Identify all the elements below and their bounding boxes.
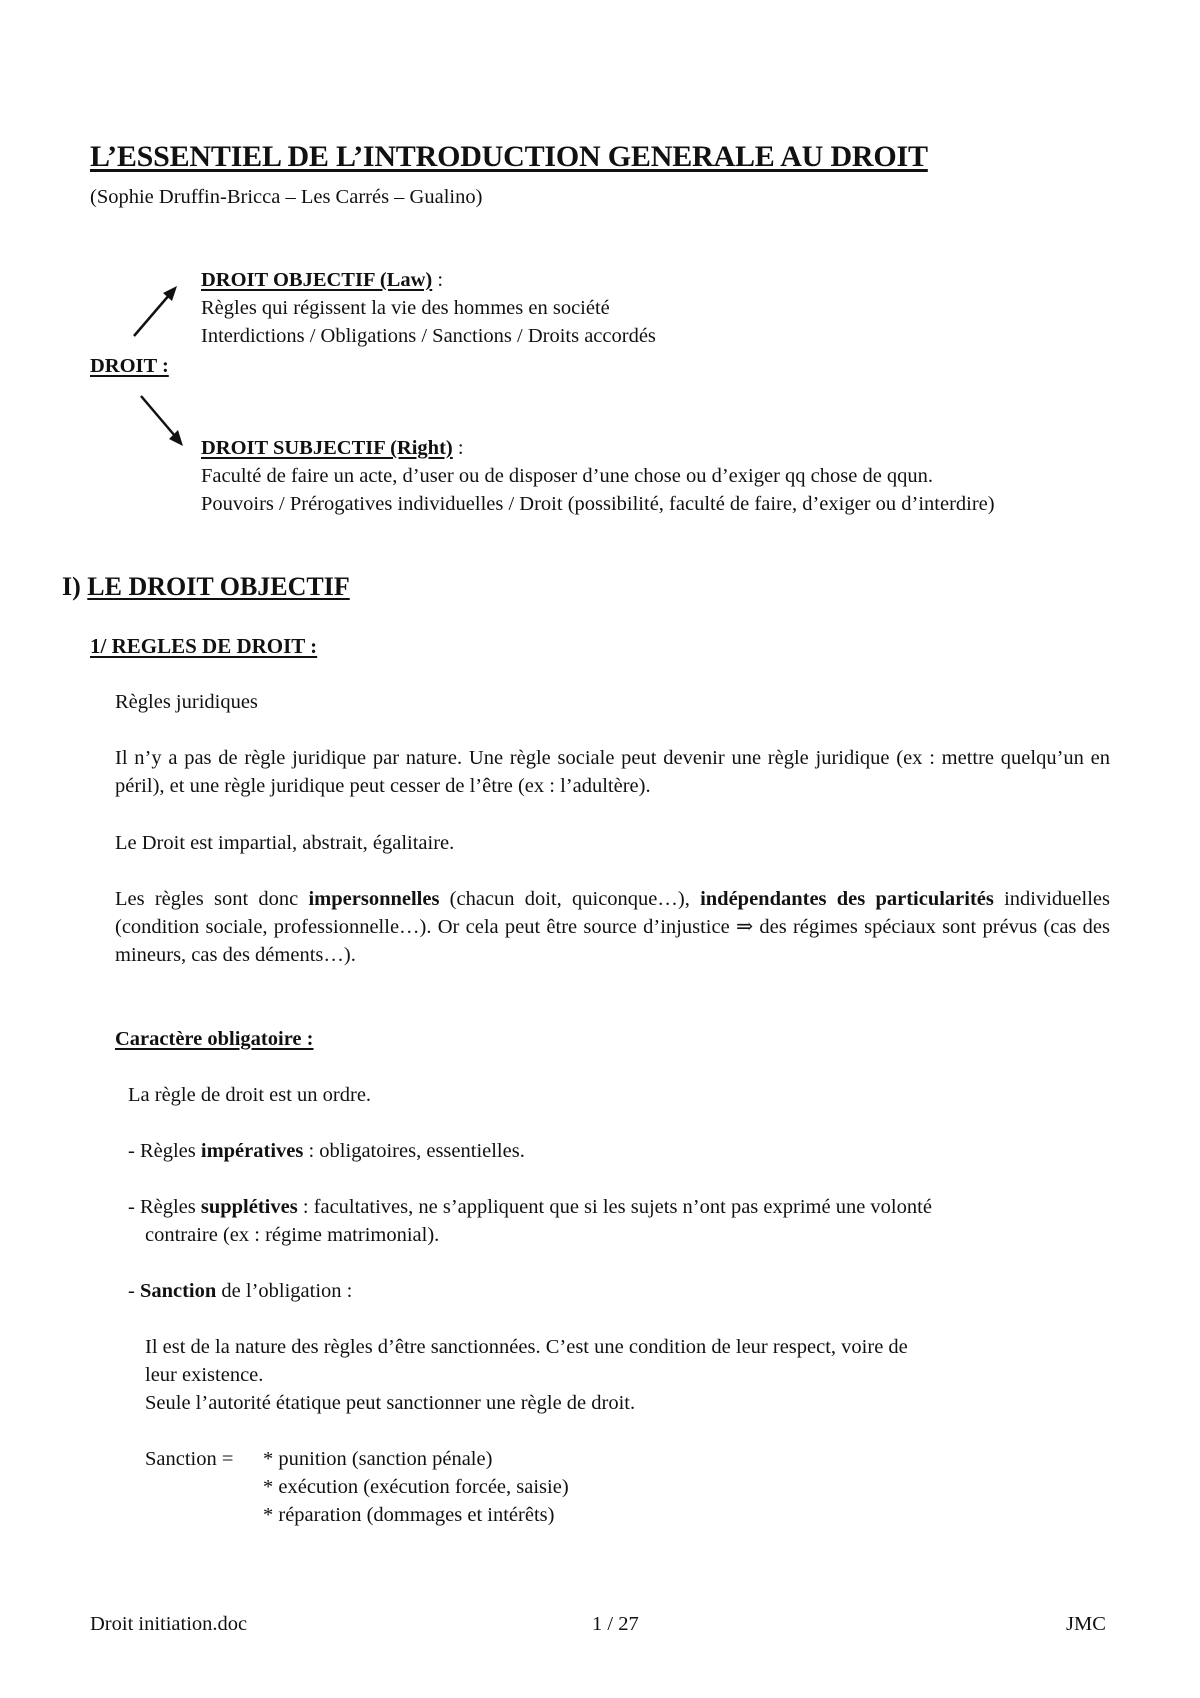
section-heading: I) LE DROIT OBJECTIF <box>62 572 350 601</box>
sanction-nature-line1: Il est de la nature des règles d’être sanctionnées. C’est une condition de leur respect, voire de <box>145 1336 908 1358</box>
droit-objectif-heading: DROIT OBJECTIF (Law) <box>201 269 433 291</box>
item-suppletives: - Règles supplétives : facultatives, ne s’appliquent que si les sujets n’ont pas exprimé une volonté <box>128 1196 932 1218</box>
droit-objectif-heading-line: DROIT OBJECTIF (Law) : <box>201 269 444 291</box>
document-subtitle: (Sophie Druffin-Bricca – Les Carrés – Gualino) <box>90 186 483 208</box>
sanction-nature-line3: Seule l’autorité étatique peut sanctionner une règle de droit. <box>145 1392 636 1414</box>
item-sanction: - Sanction de l’obligation : <box>128 1280 353 1302</box>
subsection-heading: 1/ REGLES DE DROIT : <box>90 634 318 658</box>
footer-filename: Droit initiation.doc <box>90 1613 248 1635</box>
sanction-nature-line2: leur existence. <box>145 1364 264 1386</box>
arrow-up-right-icon <box>130 280 182 340</box>
sanction-item: * exécution (exécution forcée, saisie) <box>263 1476 569 1498</box>
droit-subjectif-line2: Pouvoirs / Prérogatives individuelles / Droit (possibilité, faculté de faire, d’exiger ou d’interdire) <box>201 493 995 515</box>
footer-page-number: 1 / 27 <box>592 1613 639 1635</box>
droit-objectif-line1: Règles qui régissent la vie des hommes en société <box>201 297 610 319</box>
footer-author: JMC <box>1066 1613 1106 1635</box>
item-imperatives: - Règles impératives : obligatoires, essentielles. <box>128 1140 525 1162</box>
droit-subjectif-line1: Faculté de faire un acte, d’user ou de disposer d’une chose ou d’exiger qq chose de qqun. <box>201 465 934 487</box>
sanction-item: * réparation (dommages et intérêts) <box>263 1504 555 1526</box>
paragraph-nature: Il n’y a pas de règle juridique par nature. Une règle sociale peut devenir une règle juridique (ex : mettre quelqu’un en péril), et une règle juridique peut cesser de l’être (ex : l’adultère). <box>115 747 1110 797</box>
droit-objectif-line2: Interdictions / Obligations / Sanctions / Droits accordés <box>201 325 656 347</box>
arrow-down-right-icon <box>137 392 189 452</box>
droit-subjectif-heading: DROIT SUBJECTIF (Right) <box>201 437 453 459</box>
paragraph-impersonnelles: Les règles sont donc impersonnelles (chacun doit, quiconque…), indépendantes des particularités individuelles (condition sociale, professionnelle…). Or cela peut être source d’injustice ⇒ des régimes spéciaux sont prévus (cas des mineurs, cas des déments…). <box>115 888 1111 966</box>
sanction-item: * punition (sanction pénale) <box>263 1448 493 1470</box>
paragraph-regles-juridiques: Règles juridiques <box>115 691 258 713</box>
paragraph-ordre: La règle de droit est un ordre. <box>128 1084 372 1106</box>
caractere-heading: Caractère obligatoire : <box>115 1028 314 1050</box>
document-title: L’ESSENTIEL DE L’INTRODUCTION GENERALE AU DROIT <box>90 140 928 173</box>
paragraph-impartial: Le Droit est impartial, abstrait, égalitaire. <box>115 832 455 854</box>
droit-subjectif-heading-line: DROIT SUBJECTIF (Right) : <box>201 437 464 459</box>
item-suppletives-line2: contraire (ex : régime matrimonial). <box>145 1224 440 1246</box>
sanction-label: Sanction = <box>145 1448 234 1470</box>
droit-label: DROIT : <box>90 355 169 377</box>
